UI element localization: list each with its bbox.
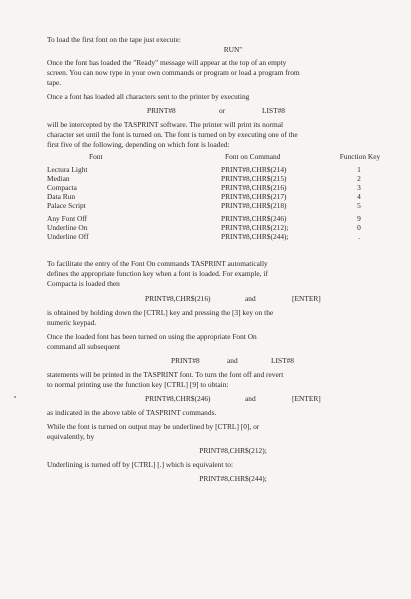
table-cell: PRINT#8,CHR$(215) <box>221 174 287 183</box>
table-row <box>47 165 411 174</box>
paragraph-line: numeric keypad. <box>47 318 97 327</box>
paragraph-line: While the font is turned on output may be underlined by [CTRL] [0], or <box>47 422 260 431</box>
connector-and: and <box>245 394 256 403</box>
table-cell: Lectura Light <box>47 165 88 174</box>
paragraph-line: Underlining is turned off by [CTRL] [.] which is equivalent to: <box>47 460 234 469</box>
table-row <box>47 223 411 232</box>
table-row <box>47 192 411 201</box>
paragraph-line: command all subsequent <box>47 342 121 351</box>
intro-line: To load the first font on the tape just execute: <box>47 35 181 44</box>
table-cell: 4 <box>357 192 361 201</box>
connector-and: and <box>227 356 238 365</box>
paragraph-line: tape. <box>47 78 62 87</box>
command-print: PRINT#8 <box>147 106 176 115</box>
run-command: RUN" <box>223 45 243 54</box>
table-cell: Palace Script <box>47 201 86 210</box>
key-enter: [ENTER] <box>292 294 321 303</box>
table-cell: PRINT#8,CHR$(217) <box>221 192 287 201</box>
underline-off-command: PRINT#8,CHR$(244); <box>199 474 267 483</box>
table-cell: Data Run <box>47 192 76 201</box>
underline-on-command: PRINT#8,CHR$(212); <box>199 446 267 455</box>
paragraph-line: defines the appropriate function key when a font is loaded. For example, if <box>47 269 268 278</box>
paragraph-line: character set until the font is turned on. The font is turned on by executing one of the <box>47 130 298 139</box>
table-row <box>47 214 411 223</box>
table-row <box>47 232 411 241</box>
table-cell: 1 <box>357 165 361 174</box>
paragraph-line: will be intercepted by the TASPRINT software. The printer will print its normal <box>47 120 284 129</box>
table-cell: Median <box>47 174 70 183</box>
paragraph-line: Once the loaded font has been turned on using the appropriate Font On <box>47 332 257 341</box>
paragraph-line: statements will be printed in the TASPRINT font. To turn the font off and revert <box>47 370 284 379</box>
table-cell: Compacta <box>47 183 77 192</box>
connector-and: and <box>245 294 256 303</box>
paragraph-line: screen. You can now type in your own commands or program or load a program from <box>47 68 300 77</box>
table-cell: . <box>358 232 360 241</box>
connector-or: or <box>219 106 226 115</box>
paragraph-line: first five of the following, depending on which font is loaded: <box>47 140 230 149</box>
table-cell: 5 <box>357 201 361 210</box>
table-cell: Any Font Off <box>47 214 88 223</box>
table-cell: PRINT#8,CHR$(212); <box>221 223 289 232</box>
table-row <box>47 174 411 183</box>
command-list: LIST#8 <box>262 106 285 115</box>
paragraph-line: is obtained by holding down the [CTRL] key and pressing the [3] key on the <box>47 308 274 317</box>
table-cell: PRINT#8,CHR$(244); <box>221 232 289 241</box>
paragraph-line: as indicated in the above table of TASPRINT commands. <box>47 408 217 417</box>
key-enter: [ENTER] <box>292 394 321 403</box>
paragraph-line: To facilitate the entry of the Font On commands TASPRINT automatically <box>47 259 268 268</box>
table-row <box>47 183 411 192</box>
table-header-row <box>47 152 411 161</box>
scan-speck <box>14 396 16 398</box>
table-header: Font <box>89 152 103 161</box>
table-cell: 3 <box>357 183 361 192</box>
command-list: LIST#8 <box>271 356 294 365</box>
table-cell: PRINT#8,CHR$(218) <box>221 201 287 210</box>
table-header: Font on Command <box>225 152 281 161</box>
paragraph-line: Once a font has loaded all characters sent to the printer by executing <box>47 92 250 101</box>
table-cell: 9 <box>357 214 361 223</box>
table-header: Function Key <box>339 152 381 161</box>
paragraph-line: Compacta is loaded then <box>47 279 120 288</box>
table-cell: Underline Off <box>47 232 89 241</box>
table-cell: PRINT#8,CHR$(216) <box>221 183 287 192</box>
table-cell: PRINT#8,CHR$(214) <box>221 165 287 174</box>
table-cell: PRINT#8,CHR$(246) <box>221 214 287 223</box>
command-print-chr: PRINT#8,CHR$(246) <box>145 394 211 403</box>
paragraph-line: equivalently, by <box>47 432 95 441</box>
table-cell: 0 <box>357 223 361 232</box>
command-print: PRINT#8 <box>171 356 200 365</box>
paragraph-line: to normal printing use the function key [CTRL] [9] to obtain: <box>47 380 229 389</box>
table-row <box>47 201 411 210</box>
table-cell: Underline On <box>47 223 88 232</box>
table-cell: 2 <box>357 174 361 183</box>
command-print-chr: PRINT#8,CHR$(216) <box>145 294 211 303</box>
paragraph-line: Once the font has loaded the "Ready" message will appear at the top of an empty <box>47 58 287 67</box>
